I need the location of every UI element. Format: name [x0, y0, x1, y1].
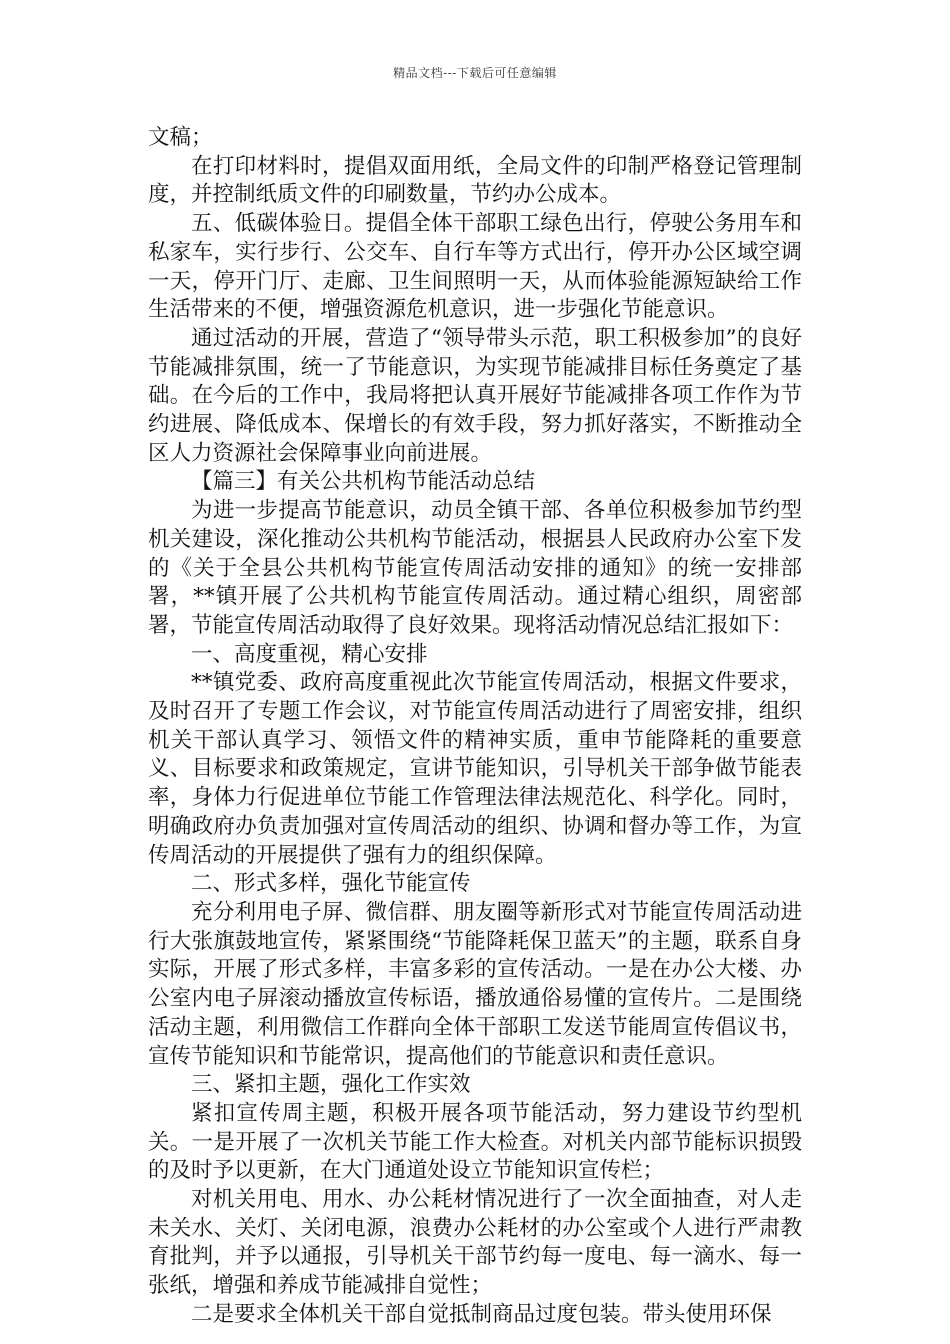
- section-heading: 二、形式多样，强化节能宣传: [191, 871, 471, 897]
- paragraph: 紧扣宣传周主题，积极开展各项节能活动，努力建设节约型机关。一是开展了一次机关节能工作大检查。对机关内部节能标识损毁的及时予以更新，在大门通道处设立节能知识宣传栏；: [148, 1100, 802, 1184]
- page-header: 精品文档---下载后可任意编辑: [393, 66, 557, 80]
- paragraph: 在打印材料时，提倡双面用纸，全局文件的印制严格登记管理制度，并控制纸质文件的印刷数量，节约办公成本。: [148, 153, 802, 208]
- section-heading: 【篇三】有关公共机构节能活动总结: [191, 469, 536, 495]
- paragraph: 通过活动的开展，营造了“领导带头示范，职工积极参加”的良好节能减排氛围，统一了节能意识，为实现节能减排目标任务奠定了基础。在今后的工作中，我局将把认真开展好节能减排各项工作作为节约进展、降低成本、保增长的有效手段，努力抓好落实，不断推动全区人力资源社会保障事业向前进展。: [148, 325, 802, 466]
- section-heading: 一、高度重视，精心安排: [191, 641, 428, 667]
- paragraph: 文稿；: [148, 125, 213, 150]
- paragraph: 二是要求全体机关干部自觉抵制商品过度包装。带头使用环保: [191, 1301, 772, 1327]
- paragraph: 五、低碳体验日。提倡全体干部职工绿色出行，停驶公务用车和私家车，实行步行、公交车、自行车等方式出行，停开办公区域空调一天，停开门厅、走廊、卫生间照明一天，从而体验能源短缺给工作生活带来的不便，增强资源危机意识，进一步强化节能意识。: [148, 211, 802, 323]
- paragraph: **镇党委、政府高度重视此次节能宣传周活动，根据文件要求，及时召开了专题工作会议，对节能宣传周活动进行了周密安排，组织机关干部认真学习、领悟文件的精神实质，重申节能降耗的重要意义、目标要求和政策规定，宣讲节能知识，引导机关干部争做节能表率，身体力行促进单位节能工作管理法律法规范化、科学化。同时，明确政府办负责加强对宣传周活动的组织、协调和督办等工作，为宣传周活动的开展提供了强有力的组织保障。: [148, 670, 802, 868]
- section-heading: 三、紧扣主题，强化工作实效: [191, 1072, 471, 1098]
- paragraph: 为进一步提高节能意识，动员全镇干部、各单位积极参加节约型机关建设，深化推动公共机构节能活动，根据县人民政府办公室下发的《关于全县公共机构节能宣传周活动安排的通知》的统一安排部署，**镇开展了公共机构节能宣传周活动。通过精心组织，周密部署，节能宣传周活动取得了良好效果。现将活动情况总结汇报如下：: [148, 498, 802, 638]
- paragraph: 对机关用电、用水、办公耗材情况进行了一次全面抽查，对人走未关水、关灯、关闭电源，浪费办公耗材的办公室或个人进行严肃教育批判，并予以通报，引导机关干部节约每一度电、每一滴水、每一张纸，增强和养成节能减排自觉性；: [148, 1187, 802, 1299]
- document-body: [148, 124, 802, 1330]
- paragraph: 充分利用电子屏、微信群、朋友圈等新形式对节能宣传周活动进行大张旗鼓地宣传，紧紧围绕“节能降耗保卫蓝天”的主题，联系自身实际，开展了形式多样，丰富多彩的宣传活动。一是在办公大楼、办公室内电子屏滚动播放宣传标语，播放通俗易懂的宣传片。二是围绕活动主题，利用微信工作群向全体干部职工发送节能周宣传倡议书，宣传节能知识和节能常识，提高他们的节能意识和责任意识。: [148, 899, 802, 1069]
